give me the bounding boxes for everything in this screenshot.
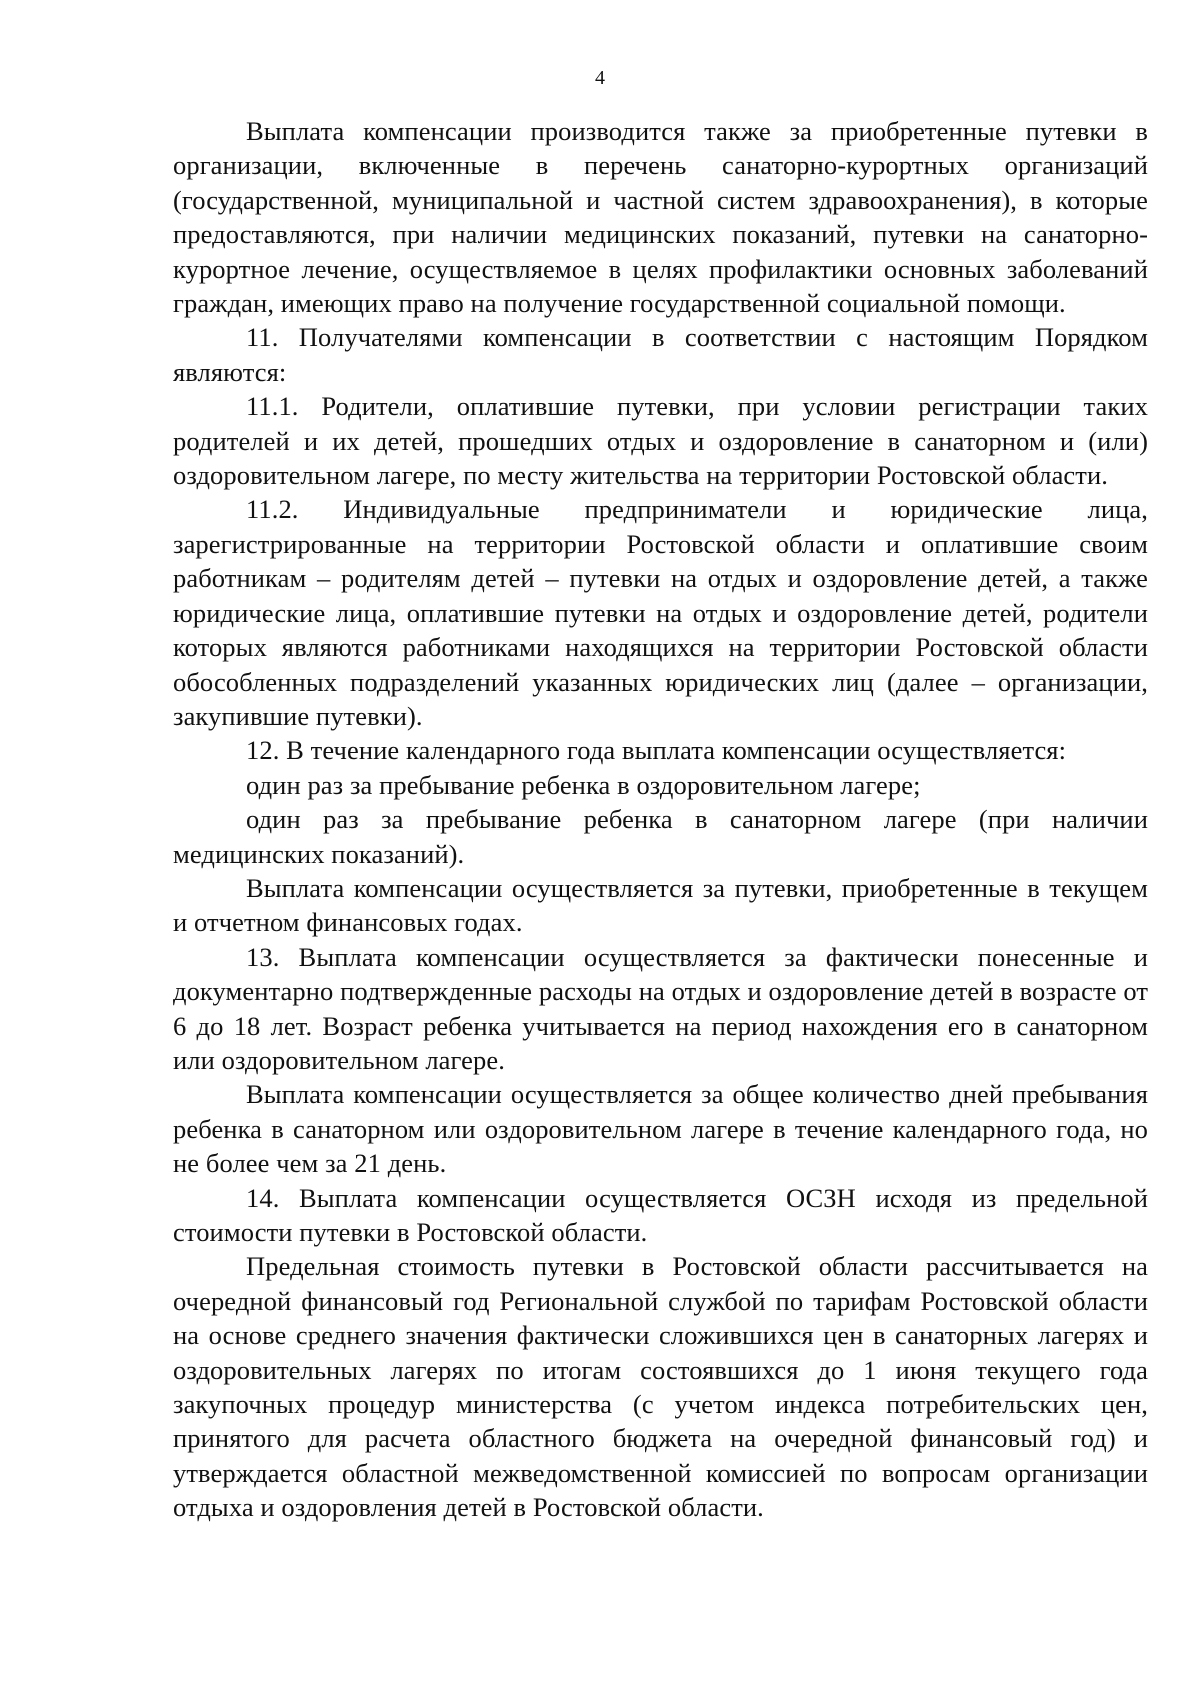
paragraph-14-osczn: 14. Выплата компенсации осуществляется ОСЗН исходя из предельной стоимости путевки в Ростовской области. xyxy=(173,1182,1148,1247)
paragraph-14-max-cost: Предельная стоимость путевки в Ростовской области рассчитывается на очередной финансовый год Региональной службой по тарифам Ростовской области на основе среднего значения фактически сложившихся цен в санаторных лагерях и оздоровительных лагерях по итогам состоявшихся до 1 июня текущего года закупочных процедур министерства (с учетом индекса потребительских цен, принятого для расчета областного бюджета на очередной финансовый год) и утверждается областной межведомственной комиссией по вопросам организации отдыха и оздоровления детей в Ростовской области. xyxy=(173,1251,1148,1523)
page-number: 4 xyxy=(595,67,605,89)
paragraph-12-sanatorium-camp: один раз за пребывание ребенка в санаторном лагере (при наличии медицинских показаний). xyxy=(173,804,1148,869)
paragraph-13-actual-expenses: 13. Выплата компенсации осуществляется за фактически понесенные и документарно подтвержденные расходы на отдых и оздоровление детей в возрасте от 6 до 18 лет. Возраст ребенка учитывается на период нахождения его в санаторном или оздоровительном лагере. xyxy=(173,941,1148,1075)
paragraph-compensation-sanatorium: Выплата компенсации производится также за приобретенные путевки в организации, включенные в перечень санаторно-курортных организаций (государственной, муниципальной и частной систем здравоохранения), в которые предоставляются, при наличии медицинских показаний, путевки на санаторно-курортное лечение, осуществляемое в целях профилактики основных заболеваний граждан, имеющих право на получение государственной социальной помощи. xyxy=(173,116,1148,319)
paragraph-12-health-camp: один раз за пребывание ребенка в оздоровительном лагере; xyxy=(246,769,921,800)
paragraph-13-days-limit: Выплата компенсации осуществляется за общее количество дней пребывания ребенка в санаторном или оздоровительном лагере в течение календарного года, но не более чем за 21 день. xyxy=(173,1079,1148,1179)
document-body xyxy=(173,114,1148,1525)
paragraph-11-1-parents: 11.1. Родители, оплатившие путевки, при условии регистрации таких родителей и их детей, прошедших отдых и оздоровление в санаторном и (или) оздоровительном лагере, по месту жительства на территории Ростовской области. xyxy=(173,391,1148,491)
paragraph-11-2-entrepreneurs: 11.2. Индивидуальные предприниматели и юридические лица, зарегистрированные на территории Ростовской области и оплатившие своим работникам – родителям детей – путевки на отдых и оздоровление детей, а также юридические лица, оплатившие путевки на отдых и оздоровление детей, родители которых являются работниками находящихся на территории Ростовской области обособленных подразделений указанных юридических лиц (далее – организации, закупившие путевки). xyxy=(173,494,1148,731)
paragraph-11-recipients: 11. Получателями компенсации в соответствии с настоящим Порядком являются: xyxy=(173,322,1148,387)
paragraph-12-annual-payment: 12. В течение календарного года выплата компенсации осуществляется: xyxy=(246,735,1067,766)
paragraph-12-vouchers-years: Выплата компенсации осуществляется за путевки, приобретенные в текущем и отчетном финансовых годах. xyxy=(173,872,1148,938)
